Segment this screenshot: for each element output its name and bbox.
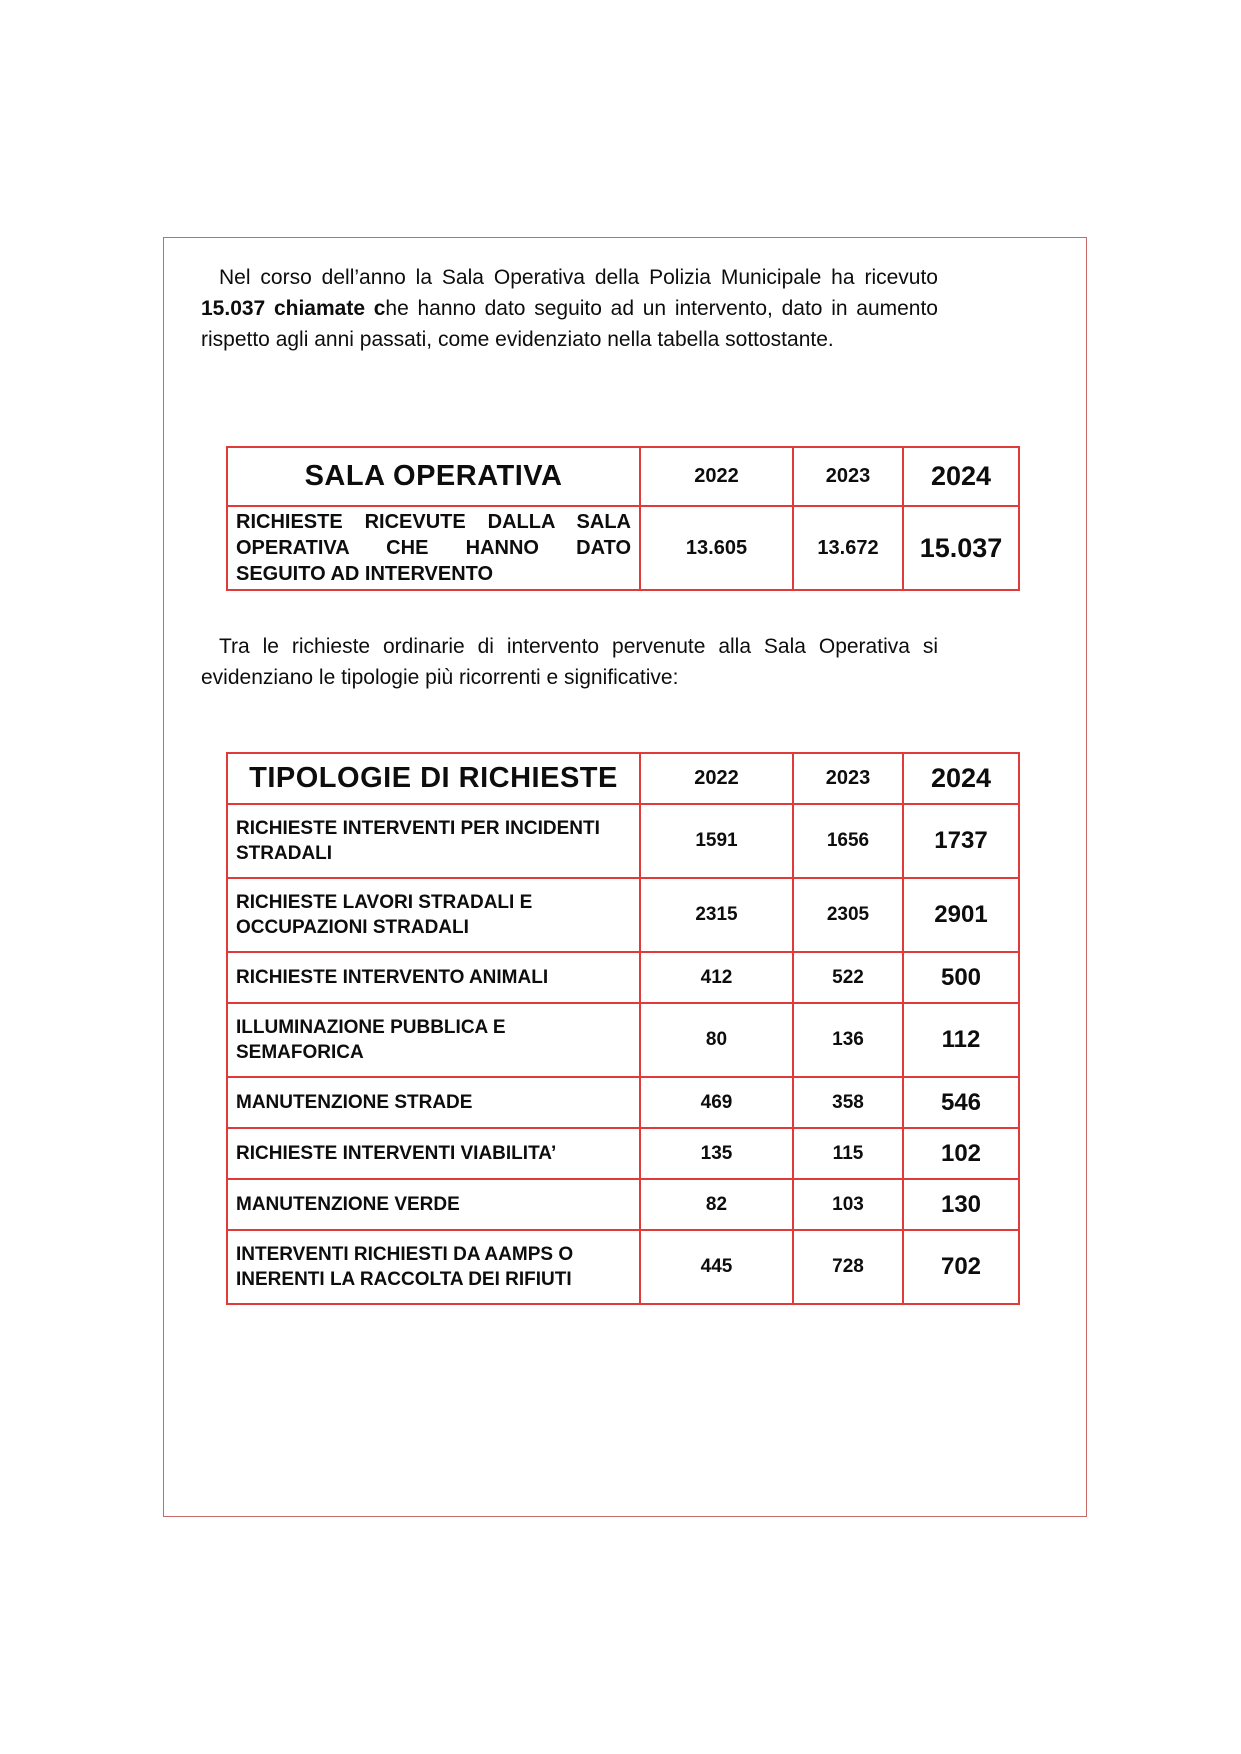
value-2022: 445 bbox=[640, 1230, 793, 1304]
row-label: RICHIESTE INTERVENTI VIABILITA’ bbox=[227, 1128, 640, 1179]
table-row bbox=[227, 1077, 1019, 1128]
value-2024: 112 bbox=[903, 1003, 1019, 1077]
intro-text-bold: 15.037 chiamate c bbox=[201, 297, 386, 320]
value-2024: 702 bbox=[903, 1230, 1019, 1304]
value-2023: 1656 bbox=[793, 804, 903, 878]
row-label: MANUTENZIONE VERDE bbox=[227, 1179, 640, 1230]
table-row bbox=[227, 878, 1019, 952]
table1-title: SALA OPERATIVA bbox=[227, 447, 640, 506]
table1-col-2022: 2022 bbox=[640, 447, 793, 506]
middle-paragraph: Tra le richieste ordinarie di intervento pervenute alla Sala Operativa si evidenziano le tipologie più ricorrenti e significative: bbox=[201, 635, 938, 689]
value-2023: 522 bbox=[793, 952, 903, 1003]
table-row bbox=[227, 1179, 1019, 1230]
value-2023: 115 bbox=[793, 1128, 903, 1179]
intro-text-end: he hanno dato seguito ad un intervento, dato in aumento rispetto agli anni passati, come evidenziato nella tabella sottostante. bbox=[201, 297, 938, 351]
value-2023: 136 bbox=[793, 1003, 903, 1077]
row-label: ILLUMINAZIONE PUBBLICA E SEMAFORICA bbox=[227, 1003, 640, 1077]
value-2022: 469 bbox=[640, 1077, 793, 1128]
table-row bbox=[227, 1230, 1019, 1304]
row-label: RICHIESTE INTERVENTI PER INCIDENTI STRADALI bbox=[227, 804, 640, 878]
value-2023: 2305 bbox=[793, 878, 903, 952]
value-2023: 358 bbox=[793, 1077, 903, 1128]
row-label: INTERVENTI RICHIESTI DA AAMPS O INERENTI LA RACCOLTA DEI RIFIUTI bbox=[227, 1230, 640, 1304]
value-2024: 500 bbox=[903, 952, 1019, 1003]
table-row bbox=[227, 952, 1019, 1003]
table-header-row bbox=[227, 447, 1019, 506]
table2-title: TIPOLOGIE DI RICHIESTE bbox=[227, 753, 640, 804]
table-header-row bbox=[227, 753, 1019, 804]
table-row bbox=[227, 1128, 1019, 1179]
table-row bbox=[227, 1003, 1019, 1077]
value-2024: 15.037 bbox=[903, 506, 1019, 590]
value-2022: 80 bbox=[640, 1003, 793, 1077]
value-2023: 103 bbox=[793, 1179, 903, 1230]
value-2022: 2315 bbox=[640, 878, 793, 952]
value-2022: 1591 bbox=[640, 804, 793, 878]
table2-col-2023: 2023 bbox=[793, 753, 903, 804]
table2-col-2022: 2022 bbox=[640, 753, 793, 804]
value-2022: 135 bbox=[640, 1128, 793, 1179]
table1-col-2024: 2024 bbox=[903, 447, 1019, 506]
value-2024: 102 bbox=[903, 1128, 1019, 1179]
sala-operativa-table bbox=[226, 446, 1020, 591]
value-2022: 412 bbox=[640, 952, 793, 1003]
row-label: RICHIESTE INTERVENTO ANIMALI bbox=[227, 952, 640, 1003]
value-2024: 2901 bbox=[903, 878, 1019, 952]
row-label: RICHIESTE RICEVUTE DALLA SALA OPERATIVA CHE HANNO DATO SEGUITO AD INTERVENTO bbox=[227, 506, 640, 590]
table1-col-2023: 2023 bbox=[793, 447, 903, 506]
table-row bbox=[227, 804, 1019, 878]
value-2023: 728 bbox=[793, 1230, 903, 1304]
table-row bbox=[227, 506, 1019, 590]
intro-text-start: Nel corso dell’anno la Sala Operativa della Polizia Municipale ha ricevuto bbox=[219, 266, 938, 289]
intro-paragraph bbox=[201, 262, 938, 355]
tipologie-richieste-table bbox=[226, 752, 1020, 1305]
value-2024: 1737 bbox=[903, 804, 1019, 878]
value-2024: 130 bbox=[903, 1179, 1019, 1230]
row-label: MANUTENZIONE STRADE bbox=[227, 1077, 640, 1128]
value-2022: 82 bbox=[640, 1179, 793, 1230]
table2-col-2024: 2024 bbox=[903, 753, 1019, 804]
value-2023: 13.672 bbox=[793, 506, 903, 590]
row-label: RICHIESTE LAVORI STRADALI E OCCUPAZIONI STRADALI bbox=[227, 878, 640, 952]
value-2022: 13.605 bbox=[640, 506, 793, 590]
value-2024: 546 bbox=[903, 1077, 1019, 1128]
